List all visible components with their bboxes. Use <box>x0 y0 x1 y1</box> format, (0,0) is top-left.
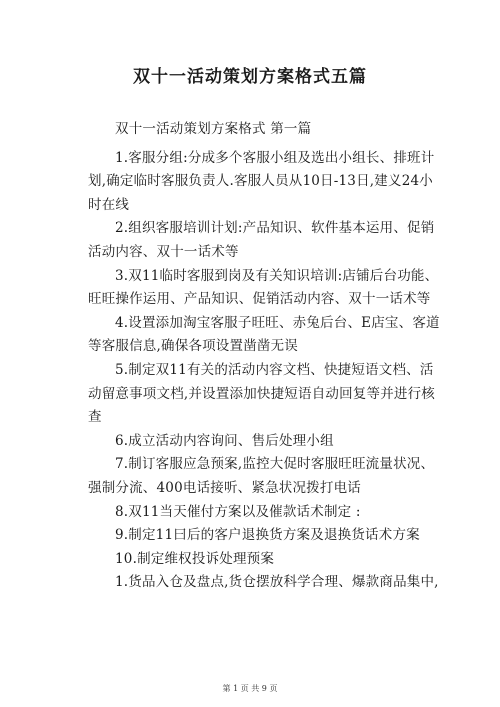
paragraph-5: 5.制定双11有关的活动内容文档、快捷短语文档、活动留意事项文档,并设置添加快捷短语自动回复等并进行核查 <box>88 361 435 426</box>
page-number-footer: 第 1 页 共 9 页 <box>222 684 278 693</box>
paragraph-8: 8.双11当天催付方案以及催款话术制定 : <box>115 503 361 520</box>
paragraph-1: 1.客服分组:分成多个客服小组及选出小组长、排班计划,确定临时客服负责人.客服人员从10日-13日,建义24小时在线 <box>88 149 435 213</box>
paragraph-2: 2.组织客服培训计划:产品知识、软件基本运用、促销活动内容、双十一话术等 <box>88 220 435 260</box>
paragraph-9: 9.制定11曰后的客户退换货方案及退换货话术方案 <box>115 527 420 544</box>
paragraph-11: 1.货品入仓及盘点,货仓摆放科学合理、爆款商品集中, <box>115 574 439 591</box>
paragraph-4: 4.设置添加淘宝客服子旺旺、赤兔后台、E店宝、客道等客服信息,确保各项设置凿凿无误 <box>88 314 440 355</box>
paragraph-3: 3.双11临时客服到岗及有关知识培训:店铺后台功能、旺旺操作运用、产品知识、促销活动内容、双十一话术等 <box>88 267 439 308</box>
paragraph-6: 6.成立活动内容询问、售后处理小组 <box>115 432 334 449</box>
paragraph-10: 10.制定维权投诉处理预案 <box>115 550 275 567</box>
document-title: 双十一活动策划方案格式五篇 <box>133 67 367 87</box>
section-subtitle: 双十一活动策划方案格式 第一篇 <box>115 121 312 137</box>
paragraph-7: 7.制订客服应急预案,监控大促时客服旺旺流量状况、强制分流、400电话接听、紧急状况拨打电话 <box>88 456 435 496</box>
document-body <box>88 118 444 595</box>
